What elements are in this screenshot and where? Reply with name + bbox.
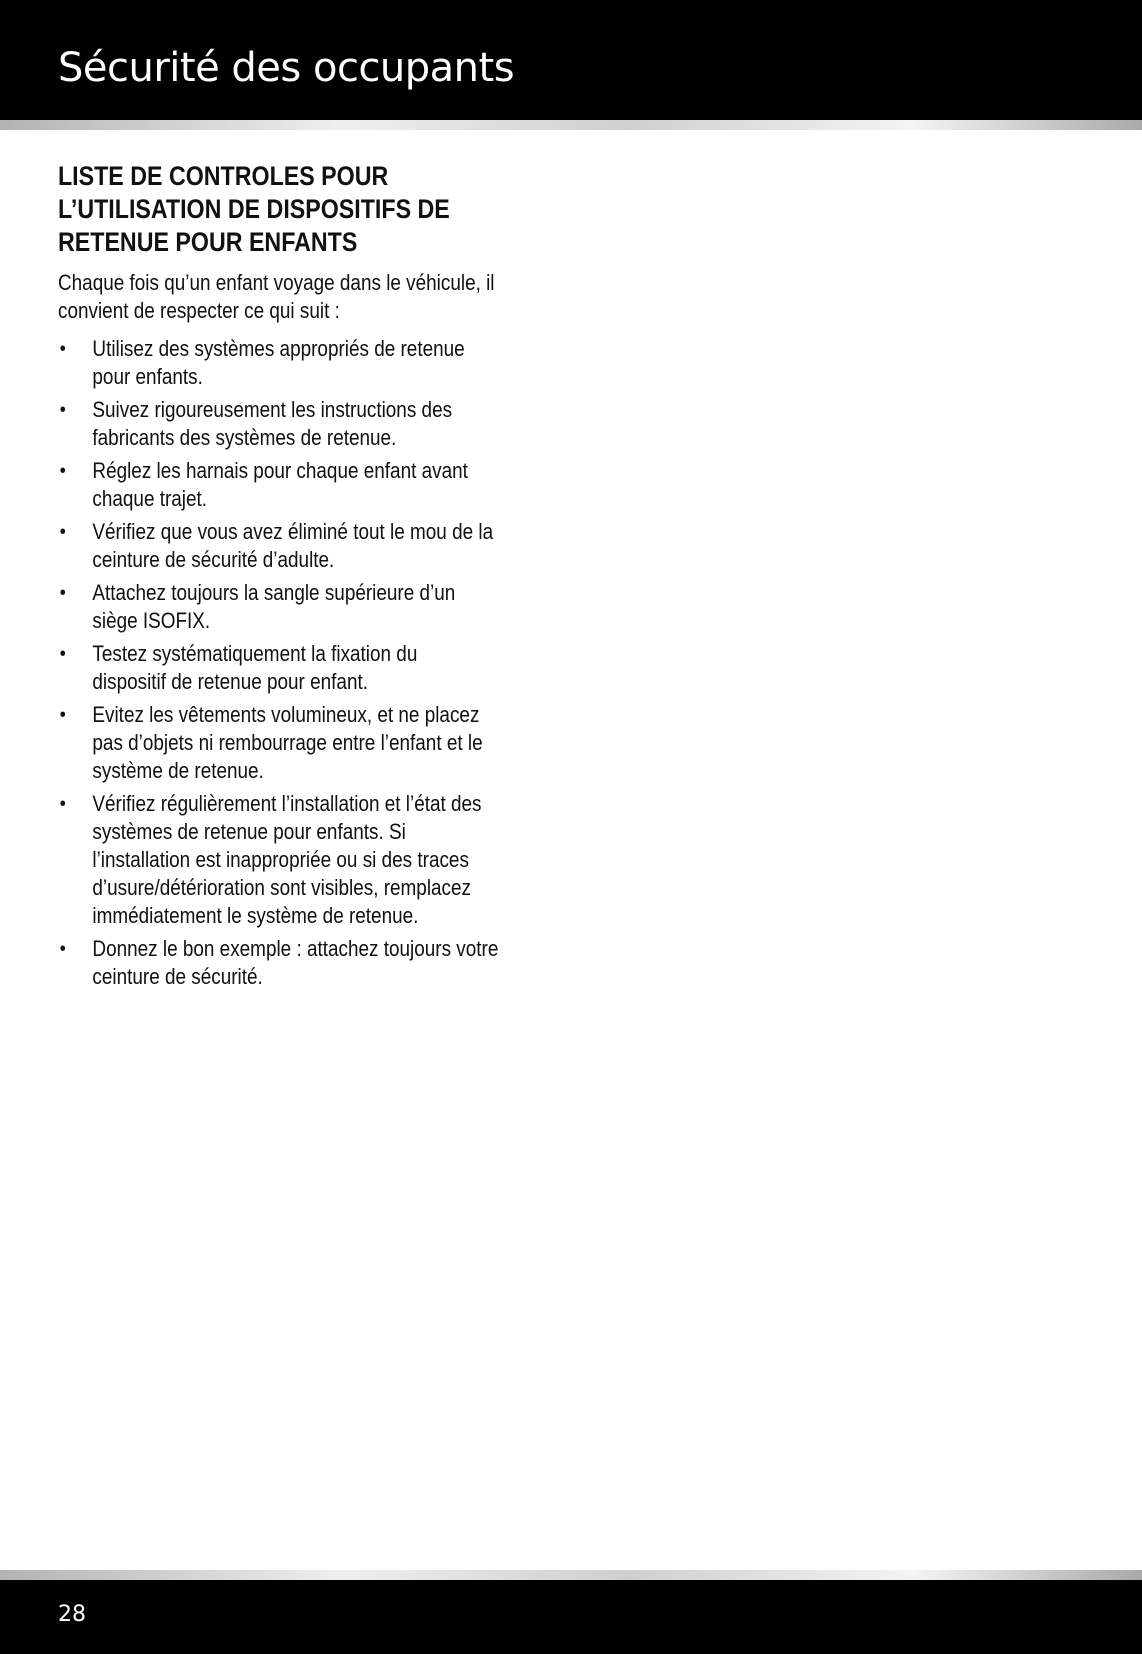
checklist-item-line: Attachez toujours la sangle supérieure d’un xyxy=(92,580,456,605)
checklist-item-line: ceinture de sécurité d’adulte. xyxy=(92,547,335,572)
checklist-item-line: pour enfants. xyxy=(92,364,203,389)
section-heading xyxy=(58,160,522,259)
checklist-item-line: Donnez le bon exemple : attachez toujours votre xyxy=(92,936,499,961)
checklist-item xyxy=(58,579,522,635)
bullet-icon: • xyxy=(59,521,66,543)
checklist-item xyxy=(58,790,522,930)
checklist-item-line: Suivez rigoureusement les instructions des xyxy=(92,397,453,422)
intro-line: convient de respecter ce qui suit : xyxy=(58,298,340,323)
checklist-item-line: Evitez les vêtements volumineux, et ne placez xyxy=(92,702,480,727)
bullet-icon: • xyxy=(59,704,66,726)
bullet-icon: • xyxy=(59,643,66,665)
section-heading-line: L’UTILISATION DE DISPOSITIFS DE xyxy=(58,194,450,224)
checklist-item xyxy=(58,457,522,513)
checklist-item-line: Vérifiez que vous avez éliminé tout le mou de la xyxy=(92,519,494,544)
checklist xyxy=(58,335,518,991)
footer-divider xyxy=(0,1570,1142,1580)
checklist-item-line: siège ISOFIX. xyxy=(92,608,211,633)
bullet-icon: • xyxy=(59,338,66,360)
checklist-item-line: système de retenue. xyxy=(92,758,264,783)
page-footer-bar xyxy=(0,1580,1142,1654)
checklist-item-line: pas d’objets ni rembourrage entre l’enfant et le xyxy=(92,730,483,755)
checklist-item-line: chaque trajet. xyxy=(92,486,208,511)
checklist-item-line: l’installation est inappropriée ou si des traces xyxy=(92,847,469,872)
checklist-item-line: Vérifiez régulièrement l’installation et l’état des xyxy=(92,791,482,816)
checklist-item-line: Testez systématiquement la fixation du xyxy=(92,641,418,666)
checklist-item-line: fabricants des systèmes de retenue. xyxy=(92,425,397,450)
bullet-icon: • xyxy=(59,460,66,482)
bullet-icon: • xyxy=(59,793,66,815)
bullet-icon: • xyxy=(59,938,66,960)
checklist-item-line: d’usure/détérioration sont visibles, remplacez xyxy=(92,875,471,900)
section-heading-line: LISTE DE CONTROLES POUR xyxy=(58,161,389,191)
checklist-item xyxy=(58,518,522,574)
checklist-item-line: Utilisez des systèmes appropriés de retenue xyxy=(92,336,465,361)
header-divider xyxy=(0,120,1142,130)
checklist-item-line: ceinture de sécurité. xyxy=(92,964,263,989)
checklist-item xyxy=(58,640,522,696)
chapter-title: Sécurité des occupants xyxy=(58,45,515,91)
checklist-item xyxy=(58,335,522,391)
bullet-icon: • xyxy=(59,582,66,604)
checklist-item xyxy=(58,396,522,452)
intro-paragraph xyxy=(58,269,522,325)
checklist-item-line: immédiatement le système de retenue. xyxy=(92,903,419,928)
intro-line: Chaque fois qu’un enfant voyage dans le véhicule, il xyxy=(58,270,495,295)
main-content xyxy=(58,160,518,996)
checklist-item-line: Réglez les harnais pour chaque enfant avant xyxy=(92,458,468,483)
checklist-item xyxy=(58,935,522,991)
page-number: 28 xyxy=(58,1602,86,1627)
section-heading-line: RETENUE POUR ENFANTS xyxy=(58,227,358,257)
bullet-icon: • xyxy=(59,399,66,421)
checklist-item-line: systèmes de retenue pour enfants. Si xyxy=(92,819,406,844)
checklist-item xyxy=(58,701,522,785)
checklist-item-line: dispositif de retenue pour enfant. xyxy=(92,669,368,694)
